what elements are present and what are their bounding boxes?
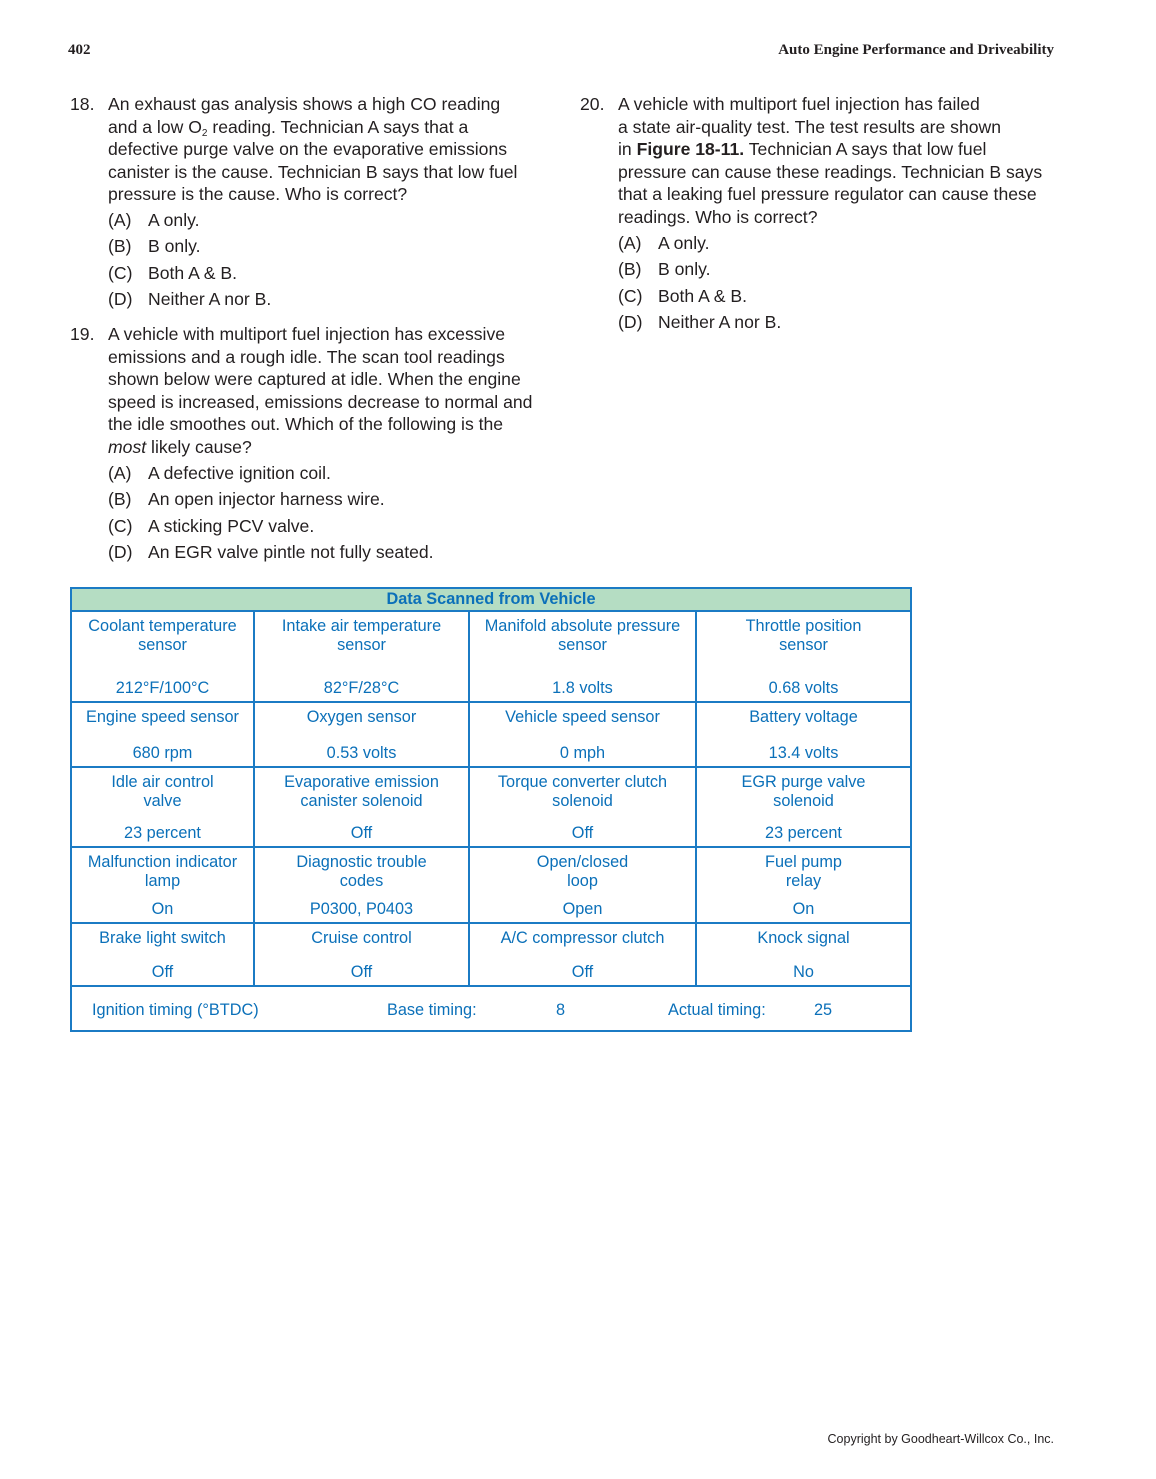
cell-value: 23 percent xyxy=(765,824,842,842)
page-number: 402 xyxy=(68,42,91,58)
option-text: Both A & B. xyxy=(148,262,238,283)
answer-option xyxy=(108,207,578,234)
option-letter: (C) xyxy=(108,515,133,536)
subscript: 2 xyxy=(201,127,208,139)
cell-value: Off xyxy=(571,963,594,981)
question-19 xyxy=(70,323,578,566)
base-timing-label: Base timing: xyxy=(387,1001,477,1019)
option-letter: (B) xyxy=(108,489,132,510)
answer-option xyxy=(108,539,578,566)
cell-value: 82°F/28°C xyxy=(323,679,400,697)
cell-label xyxy=(474,853,691,891)
text-line xyxy=(618,138,1088,161)
cell-value: Off xyxy=(350,963,373,981)
label-line: valve xyxy=(143,792,182,810)
table-cell xyxy=(253,768,468,846)
cell-value: P0300, P0403 xyxy=(309,900,414,918)
question-number: 18. xyxy=(70,94,95,114)
label-line: Torque converter clutch xyxy=(497,773,668,791)
options xyxy=(108,460,578,566)
cell-value: On xyxy=(792,900,815,918)
option-text: A only. xyxy=(148,209,200,230)
option-letter: (D) xyxy=(618,312,643,333)
table-cell xyxy=(253,924,468,985)
question-20 xyxy=(580,93,1088,336)
text: Technician A says that low fuel xyxy=(744,139,987,160)
option-letter: (A) xyxy=(108,462,132,483)
table-row xyxy=(72,612,910,703)
cell-label xyxy=(259,708,464,727)
table-cell xyxy=(253,848,468,922)
text-line: pressure can cause these readings. Technician B says xyxy=(618,161,1043,182)
cell-value: 13.4 volts xyxy=(768,744,839,762)
table-row xyxy=(72,768,910,848)
option-text: An open injector harness wire. xyxy=(148,489,385,510)
table-cell xyxy=(72,848,253,922)
option-text: A sticking PCV valve. xyxy=(148,515,315,536)
cell-value: Off xyxy=(350,824,373,842)
option-letter: (B) xyxy=(108,236,132,257)
label-line: Throttle position xyxy=(745,617,862,635)
table-cell xyxy=(695,768,910,846)
cell-value: 0.68 volts xyxy=(768,679,839,697)
option-text: Both A & B. xyxy=(658,285,748,306)
text-line: defective purge valve on the evaporative emissions xyxy=(108,139,508,160)
option-text: B only. xyxy=(148,236,201,257)
figure-reference: Figure 18-11. xyxy=(636,139,745,160)
cell-label xyxy=(701,617,906,655)
label-line: Manifold absolute pressure xyxy=(484,617,681,635)
running-title: Auto Engine Performance and Driveability xyxy=(778,42,1054,58)
label-line: Cruise control xyxy=(311,929,412,947)
copyright: Copyright by Goodheart-Willcox Co., Inc. xyxy=(827,1432,1054,1446)
text: and a low O xyxy=(108,116,202,137)
table-cell xyxy=(695,848,910,922)
text-line: canister is the cause. Technician B says that low fuel xyxy=(108,161,518,182)
table-title: Data Scanned from Vehicle xyxy=(72,589,910,612)
text-line: speed is increased, emissions decrease to normal and xyxy=(108,391,533,412)
text-line: the idle smoothes out. Which of the following is the xyxy=(108,414,504,435)
cell-label xyxy=(76,853,249,891)
table-cell xyxy=(468,848,695,922)
text-line xyxy=(108,436,578,459)
cell-value: 680 rpm xyxy=(132,744,193,762)
text-line: a state air-quality test. The test results are shown xyxy=(618,116,1002,137)
cell-value: 0 mph xyxy=(559,744,606,762)
label-line: Open/closed xyxy=(536,853,629,871)
option-letter: (D) xyxy=(108,289,133,310)
table-row xyxy=(72,703,910,768)
ignition-timing-label: Ignition timing (°BTDC) xyxy=(92,1001,259,1019)
cell-value: 0.53 volts xyxy=(326,744,397,762)
table-cell xyxy=(72,703,253,766)
cell-value: On xyxy=(151,900,174,918)
label-line: relay xyxy=(785,872,822,890)
answer-option xyxy=(618,230,1088,257)
option-letter: (A) xyxy=(618,232,642,253)
cell-value: Open xyxy=(562,900,603,918)
option-letter: (C) xyxy=(108,262,133,283)
option-text: A only. xyxy=(658,232,710,253)
text-line: readings. Who is correct? xyxy=(618,206,818,227)
answer-option xyxy=(108,286,578,313)
text: reading. Technician A says that a xyxy=(207,116,469,137)
label-line: Engine speed sensor xyxy=(86,708,239,726)
cell-label xyxy=(701,929,906,948)
option-letter: (A) xyxy=(108,209,132,230)
emphasis: most xyxy=(108,436,147,457)
answer-option xyxy=(108,486,578,513)
label-line: loop xyxy=(567,872,598,890)
answer-option xyxy=(618,283,1088,310)
label-line: Idle air control xyxy=(111,773,214,791)
cell-label xyxy=(76,708,249,727)
table-cell xyxy=(468,612,695,701)
cell-value: Off xyxy=(571,824,594,842)
label-line: Oxygen sensor xyxy=(306,708,417,726)
label-line: lamp xyxy=(144,872,181,890)
table-cell xyxy=(72,924,253,985)
options xyxy=(108,207,578,313)
table-cell xyxy=(253,612,468,701)
text-line xyxy=(108,116,578,139)
label-line: sensor xyxy=(337,636,386,654)
label-line: Fuel pump xyxy=(765,853,842,871)
table-cell xyxy=(468,703,695,766)
cell-value: 212°F/100°C xyxy=(115,679,210,697)
options xyxy=(618,230,1088,336)
label-line: Battery voltage xyxy=(749,708,858,726)
label-line: Brake light switch xyxy=(99,929,226,947)
label-line: EGR purge valve xyxy=(741,773,866,791)
table-row xyxy=(72,848,910,924)
actual-timing-label: Actual timing: xyxy=(668,1001,766,1019)
option-letter: (D) xyxy=(108,542,133,563)
label-line: codes xyxy=(339,872,384,890)
label-line: Malfunction indicator xyxy=(87,853,238,871)
text-line: A vehicle with multiport fuel injection has failed xyxy=(618,94,980,114)
cell-label xyxy=(259,929,464,948)
cell-value: 23 percent xyxy=(124,824,201,842)
label-line: canister solenoid xyxy=(300,792,423,810)
cell-label xyxy=(701,708,906,727)
text-line: emissions and a rough idle. The scan tool readings xyxy=(108,346,505,367)
answer-option xyxy=(108,233,578,260)
cell-label xyxy=(701,773,906,811)
label-line: Diagnostic trouble xyxy=(296,853,427,871)
table-cell xyxy=(468,924,695,985)
table-cell xyxy=(72,612,253,701)
table-cell xyxy=(468,768,695,846)
text: in xyxy=(618,139,637,160)
actual-timing-value: 25 xyxy=(814,1001,833,1019)
cell-value: No xyxy=(793,963,814,981)
text: likely cause? xyxy=(146,436,252,457)
label-line: sensor xyxy=(558,636,607,654)
label-line: sensor xyxy=(779,636,828,654)
text-line: A vehicle with multiport fuel injection has excessive xyxy=(108,324,506,344)
label-line: Evaporative emission xyxy=(284,773,439,791)
label-line: Knock signal xyxy=(757,929,850,947)
label-line: sensor xyxy=(138,636,187,654)
answer-option xyxy=(618,309,1088,336)
table-cell xyxy=(695,703,910,766)
cell-label xyxy=(76,617,249,655)
base-timing-value: 8 xyxy=(556,1001,566,1019)
table-row xyxy=(72,924,910,987)
cell-label xyxy=(474,929,691,948)
option-text: Neither A nor B. xyxy=(658,312,782,333)
text-line: that a leaking fuel pressure regulator can cause these xyxy=(618,184,1037,205)
table-cell xyxy=(72,768,253,846)
option-text: A defective ignition coil. xyxy=(148,462,331,483)
label-line: A/C compressor clutch xyxy=(500,929,665,947)
cell-label xyxy=(259,853,464,891)
option-text: B only. xyxy=(658,259,711,280)
option-text: An EGR valve pintle not fully seated. xyxy=(148,542,434,563)
label-line: Intake air temperature xyxy=(281,617,442,635)
cell-label xyxy=(474,617,691,655)
label-line: Vehicle speed sensor xyxy=(505,708,660,726)
text-line: pressure is the cause. Who is correct? xyxy=(108,184,408,205)
answer-option xyxy=(618,256,1088,283)
cell-label xyxy=(474,708,691,727)
answer-option xyxy=(108,513,578,540)
question-number: 20. xyxy=(580,94,605,114)
question-18 xyxy=(70,93,578,313)
label-line: Coolant temperature xyxy=(88,617,237,635)
table-cell xyxy=(695,924,910,985)
table-cell xyxy=(253,703,468,766)
cell-label xyxy=(259,617,464,655)
answer-option xyxy=(108,460,578,487)
question-number: 19. xyxy=(70,324,95,344)
cell-value: Off xyxy=(151,963,174,981)
label-line: solenoid xyxy=(773,792,834,810)
option-letter: (B) xyxy=(618,259,642,280)
option-text: Neither A nor B. xyxy=(148,289,272,310)
cell-label xyxy=(701,853,906,891)
cell-label xyxy=(76,929,249,948)
ignition-timing-row xyxy=(72,987,910,1030)
cell-label xyxy=(76,773,249,811)
answer-option xyxy=(108,260,578,287)
label-line: solenoid xyxy=(552,792,613,810)
option-letter: (C) xyxy=(618,285,643,306)
scan-data-table xyxy=(70,587,912,1032)
text-line: An exhaust gas analysis shows a high CO reading xyxy=(108,94,501,114)
cell-label xyxy=(259,773,464,811)
text-line: shown below were captured at idle. When the engine xyxy=(108,369,521,390)
cell-value: 1.8 volts xyxy=(552,679,613,697)
table-cell xyxy=(695,612,910,701)
cell-label xyxy=(474,773,691,811)
